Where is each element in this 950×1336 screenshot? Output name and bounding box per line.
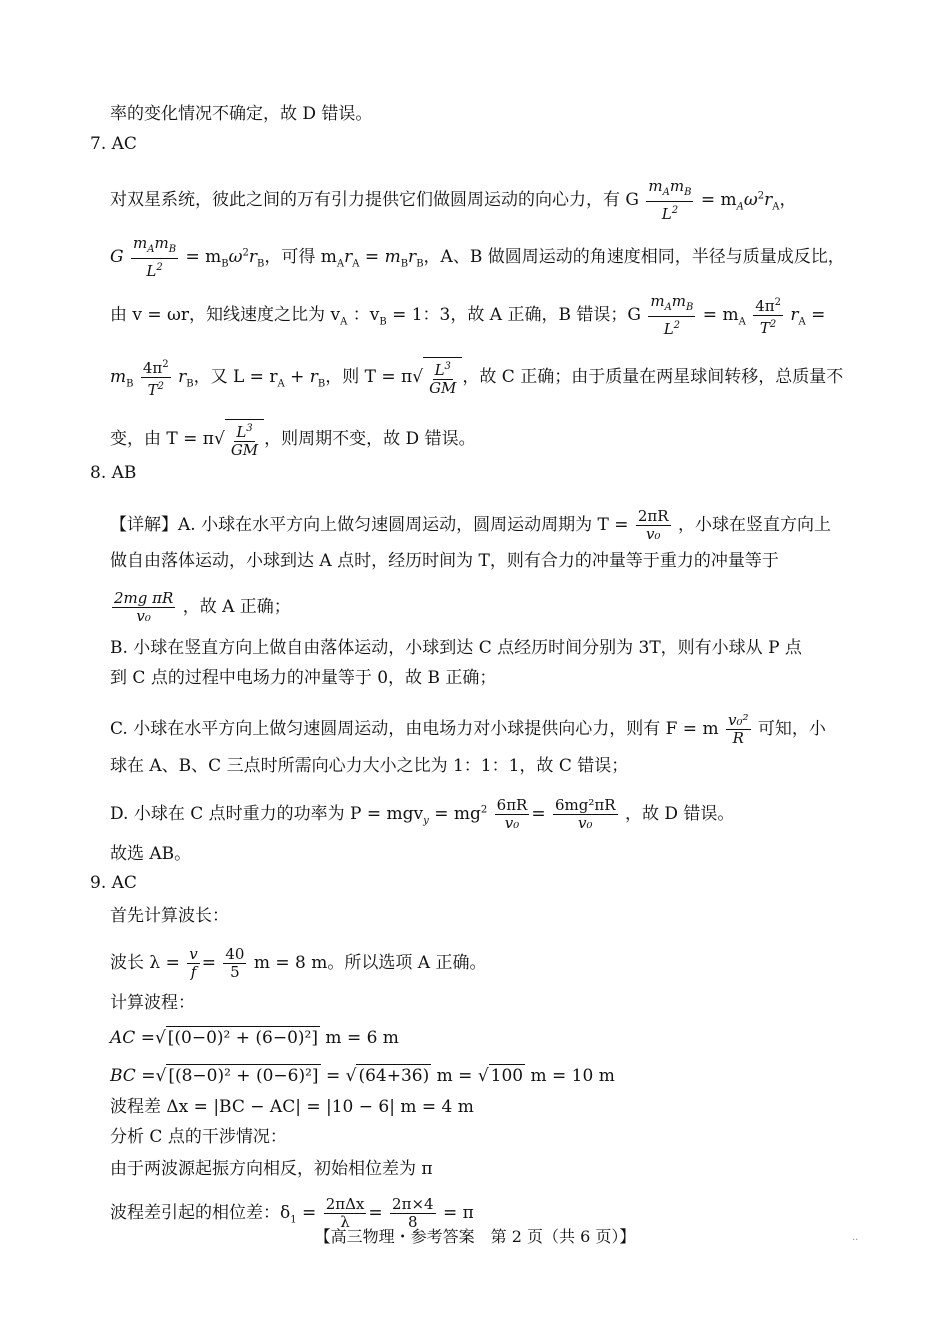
fraction: $\frac{4\pi^2}{T^2}$ (753, 294, 783, 337)
text-line: 对双星系统，彼此之间的万有引力提供它们做圆周运动的向心力，有 G $\frac{m_Am_B}{L^2}$ = $m_A\omega^2r_A$， (110, 177, 797, 223)
decorative-dots: .. (852, 1232, 859, 1243)
fraction: $\frac{\text{v₀²}}{R}$ (728, 711, 749, 747)
fraction: $\frac{m_Am_B}{L^2}$ (650, 292, 694, 338)
text-line: AC =√ [(0−0)² + (6−0)²] m = 6 m (110, 1028, 399, 1048)
text-line: 分析 C 点的干涉情况： (110, 1127, 287, 1147)
text-line: $m_B$ $\frac{4\pi^2}{T^2}$ $r_B$，又 $L = r_A + r_B$，则 T = π√ $\frac{L^3}{GM}$ ，故 C 正确；由于质量在两星球间转移，总质量不 (110, 356, 843, 399)
fraction: $\frac{\text{2πΔx}}{\lambda}$ (325, 1195, 365, 1231)
text-line: 率的变化情况不确定，故 D 错误。 (110, 104, 373, 124)
text-line: 由 v = ωr，知线速度之比为 $v_A$ ：$v_B = 1$：3，故 A 正确，B 错误；G $\frac{m_Am_B}{L^2}$ = $m_A$ $\frac{4\pi^2}{T^2}$ $r_A$ = (110, 292, 826, 338)
text-line: B. 小球在竖直方向上做自由落体运动，小球到达 C 点经历时间分别为 3T，则有小球从 P 点 (110, 638, 802, 658)
fraction: $\frac{40}{5}$ (225, 945, 245, 981)
fraction: $\frac{m_Am_B}{L^2}$ (133, 234, 177, 280)
text-line: 做自由落体运动，小球到达 A 点时，经历时间为 T，则有合力的冲量等于重力的冲量等于 (110, 551, 779, 571)
fraction: $\frac{m_Am_B}{L^2}$ (648, 177, 692, 223)
text-line: $\frac{\text{2mg πR}}{\text{v₀}}$ ，故 A 正确； (114, 589, 291, 625)
text-line: 由于两波源起振方向相反，初始相位差为 π (110, 1159, 433, 1179)
question-number-8: 8. AB (90, 463, 137, 483)
text-line: BC =√ [(8−0)² + (0−6)²] = √ (64+36) m = √ 100 m = 10 m (110, 1066, 615, 1086)
fraction: $\frac{\text{6mg²πR}}{\text{v₀}}$ (555, 796, 616, 832)
fraction: $\frac{v}{f}$ (189, 945, 198, 981)
text-line: G $\frac{m_Am_B}{L^2}$ = $m_B\omega^2r_B$，可得 $m_Ar_A = m_Br_B$，A、B 做圆周运动的角速度相同，半径与质量成反比， (110, 234, 845, 280)
text-line: 【详解】A. 小球在水平方向上做匀速圆周运动，圆周运动周期为 T = $\frac{2\pi R}{\text{v₀}}$ ，小球在竖直方向上 (110, 507, 831, 543)
text-line: 故选 AB。 (110, 844, 192, 864)
fraction: $\frac{2\pi R}{\text{v₀}}$ (637, 507, 669, 543)
text-line: 波程差引起的相位差：$\delta_1$ = $\frac{\text{2πΔx}}{\lambda}$ = $\frac{2\pi\times 4}{8}$ = π (110, 1195, 474, 1231)
question-number-7: 7. AC (90, 134, 137, 154)
fraction: $\frac{4\pi^2}{T^2}$ (141, 356, 171, 399)
text-line: 波长 λ = $\frac{v}{f}$ = $\frac{40}{5}$ m = 8 m。所以选项 A 正确。 (110, 945, 487, 981)
text-line: 到 C 点的过程中电场力的冲量等于 0，故 B 正确； (110, 668, 497, 688)
fraction: $\frac{L^3}{GM}$ (427, 358, 458, 397)
fraction: $\frac{6\pi R}{\text{v₀}}$ (496, 796, 528, 832)
text-line: C. 小球在水平方向上做匀速圆周运动，由电场力对小球提供向心力，则有 F = m $\frac{\text{v₀²}}{R}$ 可知，小 (110, 711, 826, 747)
question-number-9: 9. AC (90, 873, 137, 893)
text-line: 波程差 Δx = |BC − AC| = |10 − 6| m = 4 m (110, 1097, 474, 1117)
fraction: $\frac{L^3}{GM}$ (229, 420, 260, 459)
fraction: $\frac{2\pi\times 4}{8}$ (392, 1195, 434, 1231)
text-line: 变，由 T = π√ $\frac{L^3}{GM}$ ，则周期不变，故 D 错误。 (110, 419, 476, 459)
text-line: 计算波程： (110, 993, 195, 1013)
text-line: 首先计算波长： (110, 906, 229, 926)
page-footer: 【高三物理・参考答案 第 2 页（共 6 页）】 (314, 1227, 636, 1246)
text-line: 球在 A、B、C 三点时所需向心力大小之比为 1：1：1，故 C 错误； (110, 756, 629, 776)
fraction: $\frac{\text{2mg πR}}{\text{v₀}}$ (114, 589, 174, 625)
text-line: D. 小球在 C 点时重力的功率为 $P = mgv_y = mg^2$ $\frac{6\pi R}{\text{v₀}}$ = $\frac{\text{6mg²πR}}{\text{v₀}}$ ，故 D 错误。 (110, 796, 735, 832)
